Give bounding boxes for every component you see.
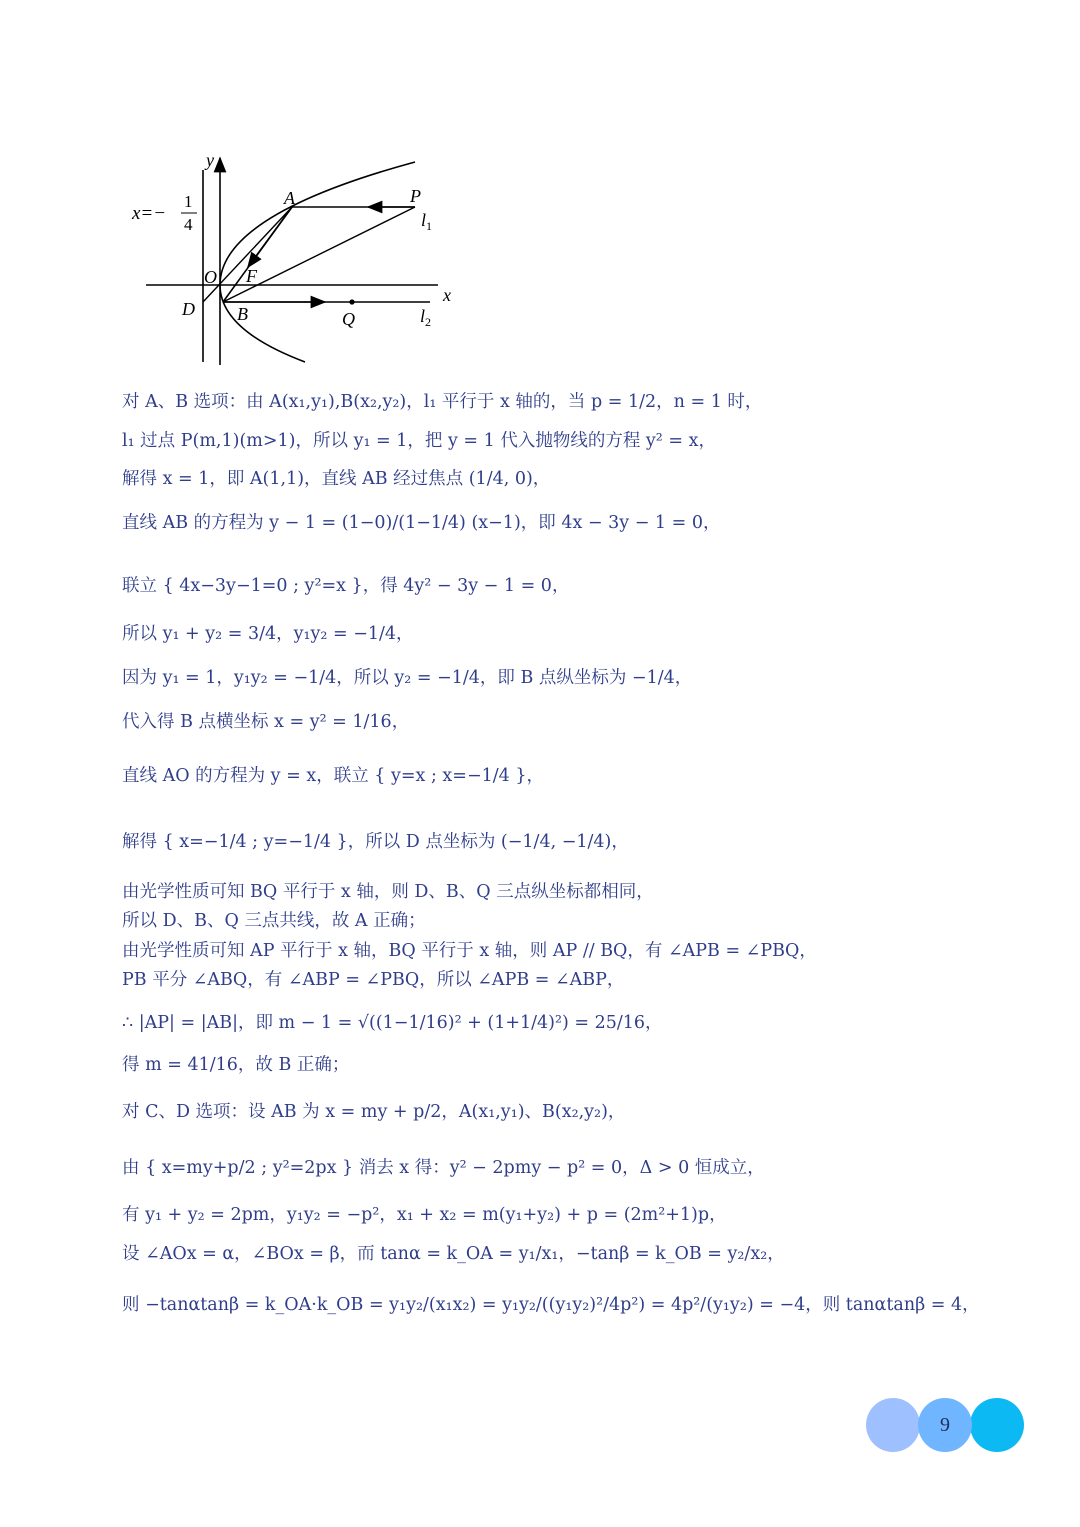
label-F: F (246, 266, 257, 286)
parabola-figure (120, 150, 470, 375)
line-AB-arrow (248, 207, 292, 267)
badge-circle-right (970, 1398, 1024, 1452)
label-directrix-den: 4 (184, 215, 193, 234)
label-D: D (182, 299, 195, 319)
solution-line-10: 解得 { x=−1/4 ; y=−1/4 }，所以 D 点坐标为 (−1/4, −1/4)， (122, 832, 629, 852)
solution-line-20: 设 ∠AOx = α，∠BOx = β，而 tanα = k_OA = y₁/x₁，−tanβ = k_OB = y₂/x₂， (122, 1244, 785, 1264)
solution-line-18: 由 { x=my+p/2 ; y²=2px } 消去 x 得：y² − 2pmy − p² = 0，Δ > 0 恒成立， (122, 1158, 765, 1178)
solution-line-8: 代入得 B 点横坐标 x = y² = 1/16， (122, 712, 410, 732)
parabola-curve (220, 162, 415, 362)
solution-line-9: 直线 AO 的方程为 y = x，联立 { y=x ; x=−1/4 }， (122, 766, 544, 786)
solution-line-3: 解得 x = 1，即 A(1,1)，直线 AB 经过焦点 (1/4, 0)， (122, 469, 551, 489)
label-l2: $l_2$ (420, 306, 432, 329)
page-number-badge (866, 1398, 1026, 1454)
label-O: O (204, 267, 217, 287)
solution-line-19: 有 y₁ + y₂ = 2pm，y₁y₂ = −p²，x₁ + x₂ = m(y₁+y₂) + p = (2m²+1)p， (122, 1205, 727, 1225)
solution-line-21: 则 −tanαtanβ = k_OA·k_OB = y₁y₂/(x₁x₂) = y₁y₂/((y₁y₂)²/4p²) = 4p²/(y₁y₂) = −4，则 tanαtanβ = 4， (122, 1295, 980, 1315)
solution-line-7: 因为 y₁ = 1，y₁y₂ = −1/4，所以 y₂ = −1/4，即 B 点纵坐标为 −1/4， (122, 668, 693, 688)
solution-line-13: 由光学性质可知 AP 平行于 x 轴，BQ 平行于 x 轴，则 AP // BQ，有 ∠APB = ∠PBQ， (122, 941, 817, 961)
label-A: A (284, 188, 295, 208)
label-B: B (237, 304, 248, 324)
solution-line-2: l₁ 过点 P(m,1)(m>1)，所以 y₁ = 1，把 y = 1 代入抛物线的方程 y² = x， (122, 431, 716, 451)
label-y: y (206, 150, 214, 170)
badge-circle-left (866, 1398, 920, 1452)
label-l1: $l_1$ (421, 210, 433, 233)
label-x: x (443, 285, 451, 305)
label-Q: Q (342, 309, 355, 329)
solution-line-15: ∴ |AP| = |AB|，即 m − 1 = √((1−1/16)² + (1+1/4)²) = 25/16， (122, 1013, 663, 1033)
point-Q (349, 299, 354, 304)
solution-line-5: 联立 { 4x−3y−1=0 ; y²=x }，得 4y² − 3y − 1 = 0， (122, 576, 570, 596)
solution-line-12: 所以 D、B、Q 三点共线，故 A 正确； (122, 911, 426, 931)
label-P: P (410, 186, 421, 206)
solution-line-4: 直线 AB 的方程为 y − 1 = (1−0)/(1−1/4) (x−1)，即 4x − 3y − 1 = 0， (122, 513, 721, 533)
line-PB (223, 207, 415, 302)
solution-line-1: 对 A、B 选项：由 A(x₁,y₁),B(x₂,y₂)，l₁ 平行于 x 轴的，当 p = 1/2，n = 1 时， (122, 392, 763, 412)
solution-line-16: 得 m = 41/16，故 B 正确； (122, 1055, 350, 1075)
page-number: 9 (940, 1414, 950, 1436)
solution-line-6: 所以 y₁ + y₂ = 3/4，y₁y₂ = −1/4， (122, 624, 414, 644)
label-directrix: x=− (132, 203, 167, 224)
solution-line-14: PB 平分 ∠ABQ，有 ∠ABP = ∠PBQ，所以 ∠APB = ∠ABP， (122, 970, 625, 990)
solution-line-17: 对 C、D 选项：设 AB 为 x = my + p/2，A(x₁,y₁)、B(x₂,y₂)， (122, 1102, 626, 1122)
solution-line-11: 由光学性质可知 BQ 平行于 x 轴，则 D、B、Q 三点纵坐标都相同， (122, 882, 654, 902)
label-directrix-num: 1 (184, 192, 193, 211)
line-DA (203, 207, 292, 302)
